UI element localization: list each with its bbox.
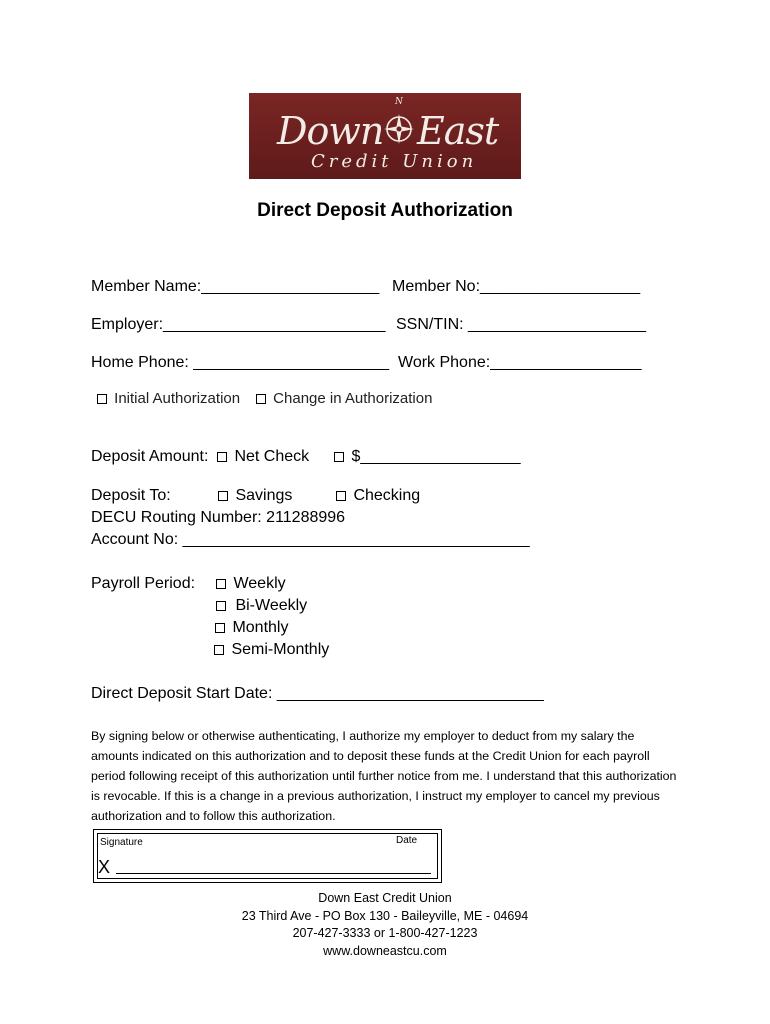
- savings-option[interactable]: [218, 487, 292, 505]
- routing-number: DECU Routing Number: 211288996: [91, 509, 346, 526]
- change-authorization-label: Change in Authorization: [273, 390, 433, 407]
- dollar-amount-option[interactable]: [334, 448, 521, 466]
- logo-word-down: Down: [277, 109, 384, 153]
- monthly-checkbox[interactable]: [215, 623, 225, 633]
- weekly-checkbox[interactable]: [216, 579, 226, 589]
- signature-line: [116, 873, 431, 874]
- initial-authorization-label: Initial Authorization: [114, 390, 241, 407]
- start-date-field[interactable]: Direct Deposit Start Date: ______________________________: [91, 685, 544, 702]
- net-check-checkbox[interactable]: [217, 452, 227, 462]
- initial-authorization-checkbox[interactable]: [97, 394, 107, 404]
- page-title: Direct Deposit Authorization: [257, 200, 513, 221]
- employer-field[interactable]: Employer:_________________________: [91, 316, 386, 333]
- signature-box[interactable]: [93, 829, 442, 883]
- ssn-field[interactable]: SSN/TIN: ____________________: [396, 316, 646, 333]
- semi-monthly-checkbox[interactable]: [214, 645, 224, 655]
- credit-union-logo: [249, 93, 521, 179]
- footer-phone: 207-427-3333 or 1-800-427-1223: [292, 926, 478, 940]
- compass-rose-icon: [383, 113, 415, 145]
- date-label: Date: [396, 835, 418, 846]
- home-phone-field[interactable]: Home Phone: ______________________: [91, 354, 390, 371]
- footer-address: 23 Third Ave - PO Box 130 - Baileyville, ME - 04694: [241, 908, 529, 923]
- semi-monthly-label: Semi-Monthly: [231, 641, 330, 658]
- change-authorization-checkbox[interactable]: [256, 394, 266, 404]
- logo-north-mark: N: [395, 97, 403, 107]
- logo-word-east: East: [417, 109, 499, 153]
- footer-website-link[interactable]: www.downeastcu.com: [323, 943, 447, 958]
- checking-option[interactable]: [336, 487, 420, 505]
- payroll-option-semi-monthly[interactable]: [214, 641, 329, 659]
- logo-subtitle: Credit Union: [311, 151, 478, 172]
- initial-authorization-option[interactable]: [97, 390, 240, 407]
- signature-x-mark: X: [98, 857, 111, 877]
- checking-label: Checking: [353, 487, 421, 504]
- deposit-to-label: Deposit To:: [91, 487, 171, 504]
- signature-label: Signature: [100, 837, 143, 848]
- authorization-paragraph: By signing below or otherwise authenticating, I authorize my employer to deduct from my salary the amounts indicated on this authorization and to deposit these funds at the Credit Union for each payroll period following receipt of this authorization until further notice from me. I understand that this authorization is revocable. If this is a change in a previous authorization, I instruct my employer to cancel my previous authorization and to follow this authorization.: [91, 729, 677, 823]
- payroll-option-bi-weekly[interactable]: [216, 597, 307, 615]
- bi-weekly-label: Bi-Weekly: [235, 597, 308, 614]
- member-no-field[interactable]: Member No:__________________: [392, 278, 641, 295]
- dollar-amount-field[interactable]: $__________________: [351, 448, 521, 465]
- payroll-option-weekly[interactable]: [216, 575, 286, 593]
- member-name-field[interactable]: Member Name:____________________: [91, 278, 380, 295]
- footer: [0, 890, 770, 960]
- savings-checkbox[interactable]: [218, 491, 228, 501]
- net-check-label: Net Check: [234, 448, 310, 465]
- change-authorization-option[interactable]: [256, 390, 432, 407]
- work-phone-field[interactable]: Work Phone:_________________: [398, 354, 642, 371]
- payroll-period-label: Payroll Period:: [91, 575, 196, 592]
- deposit-amount-label: Deposit Amount:: [91, 448, 209, 465]
- checking-checkbox[interactable]: [336, 491, 346, 501]
- dollar-amount-checkbox[interactable]: [334, 452, 344, 462]
- footer-name: Down East Credit Union: [318, 891, 452, 905]
- payroll-option-monthly[interactable]: [215, 619, 288, 637]
- net-check-option[interactable]: [217, 448, 309, 466]
- bi-weekly-checkbox[interactable]: [216, 601, 226, 611]
- monthly-label: Monthly: [232, 619, 289, 636]
- account-no-field[interactable]: Account No: _______________________________________: [91, 531, 530, 548]
- savings-label: Savings: [235, 487, 293, 504]
- weekly-label: Weekly: [233, 575, 286, 592]
